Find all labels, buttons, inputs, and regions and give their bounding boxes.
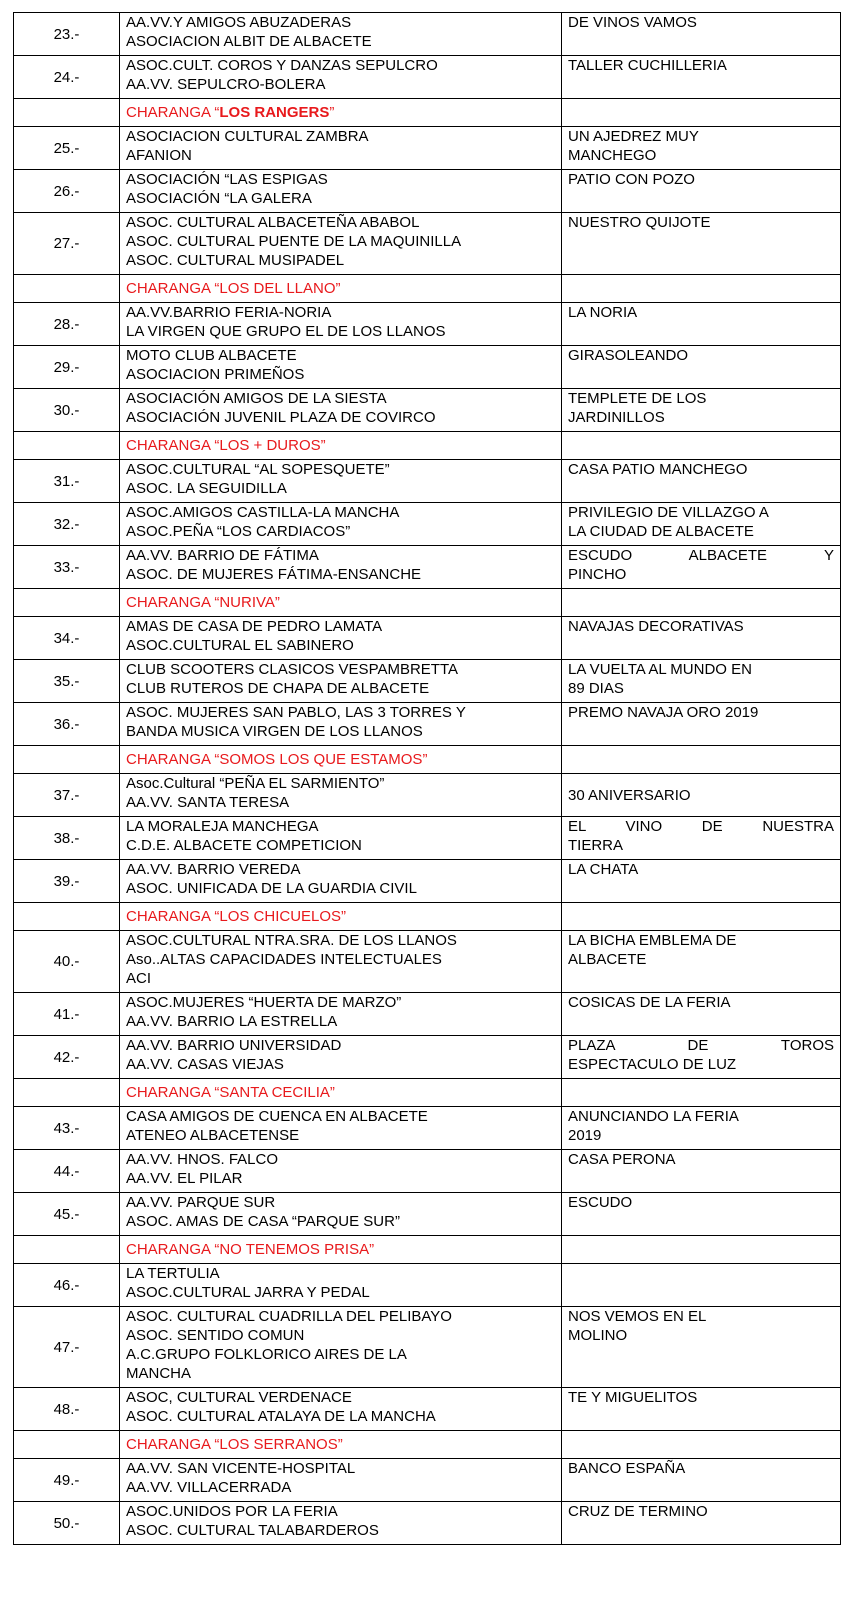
- empty-theme-cell: [562, 432, 841, 460]
- entity-name: ASOCIACION CULTURAL ZAMBRA: [126, 128, 369, 145]
- theme-text: CRUZ DE TERMINO: [568, 1503, 708, 1520]
- entry-number: 50.-: [14, 1502, 120, 1545]
- table-row: [14, 1307, 841, 1388]
- theme-text: LA CHATA: [568, 861, 639, 878]
- theme-text: 89 DIAS: [568, 680, 624, 697]
- empty-theme-cell: [562, 99, 841, 127]
- table-row: [14, 303, 841, 346]
- charanga-name: CHARANGA “LOS RANGERS”: [126, 104, 335, 121]
- table-row: [14, 389, 841, 432]
- theme-text: PLAZA DE TOROS: [568, 1037, 834, 1054]
- entry-number: 27.-: [14, 213, 120, 275]
- entities-cell: [120, 1388, 562, 1431]
- theme-cell: [562, 13, 841, 56]
- entities-cell: [120, 1036, 562, 1079]
- charanga-name: CHARANGA “NURIVA”: [126, 594, 280, 611]
- entities-cell: [120, 346, 562, 389]
- theme-cell: [562, 56, 841, 99]
- empty-theme-cell: [562, 903, 841, 931]
- entry-number: 30.-: [14, 389, 120, 432]
- entity-name: ASOCIACION PRIMEÑOS: [126, 366, 305, 383]
- table-row: [14, 1193, 841, 1236]
- entities-cell: [120, 1459, 562, 1502]
- theme-text: LA NORIA: [568, 304, 638, 321]
- empty-number-cell: [14, 589, 120, 617]
- theme-cell: [562, 346, 841, 389]
- theme-cell: [562, 1459, 841, 1502]
- entities-cell: [120, 1307, 562, 1388]
- entity-name: ASOC.PEÑA “LOS CARDIACOS”: [126, 523, 351, 540]
- empty-number-cell: [14, 746, 120, 774]
- theme-text: 2019: [568, 1127, 602, 1144]
- table-row: [14, 1107, 841, 1150]
- entity-name: ASOC. LA SEGUIDILLA: [126, 480, 287, 497]
- charanga-name: CHARANGA “SANTA CECILIA”: [126, 1084, 335, 1101]
- entities-cell: [120, 127, 562, 170]
- theme-text: ANUNCIANDO LA FERIA: [568, 1108, 739, 1125]
- empty-number-cell: [14, 275, 120, 303]
- theme-text: 30 ANIVERSARIO: [568, 786, 691, 804]
- entity-name: C.D.E. ALBACETE COMPETICION: [126, 837, 362, 854]
- theme-text: CASA PATIO MANCHEGO: [568, 461, 748, 478]
- theme-text: MANCHEGO: [568, 147, 657, 164]
- charanga-name-cell: [120, 1431, 562, 1459]
- entity-name: ASOCIACIÓN “LAS ESPIGAS: [126, 171, 328, 188]
- entry-number: 23.-: [14, 13, 120, 56]
- theme-text: TE Y MIGUELITOS: [568, 1389, 698, 1406]
- entities-cell: [120, 1193, 562, 1236]
- charanga-name-cell: [120, 1236, 562, 1264]
- entity-name: AA.VV. EL PILAR: [126, 1170, 243, 1187]
- table-row: [14, 346, 841, 389]
- entry-number: 33.-: [14, 546, 120, 589]
- theme-text: MOLINO: [568, 1327, 628, 1344]
- entry-number: 25.-: [14, 127, 120, 170]
- entity-name: ASOC. DE MUJERES FÁTIMA-ENSANCHE: [126, 566, 422, 583]
- entity-name: ASOC. CULTURAL TALABARDEROS: [126, 1522, 379, 1539]
- charanga-name-cell: [120, 99, 562, 127]
- empty-number-cell: [14, 99, 120, 127]
- theme-cell: [562, 503, 841, 546]
- entry-number: 38.-: [14, 817, 120, 860]
- entity-name: ASOC. CULTURAL ATALAYA DE LA MANCHA: [126, 1408, 436, 1425]
- charanga-name: CHARANGA “LOS + DUROS”: [126, 437, 326, 454]
- entity-name: ACI: [126, 970, 152, 987]
- entities-cell: [120, 213, 562, 275]
- table-row: [14, 213, 841, 275]
- entry-number: 34.-: [14, 617, 120, 660]
- theme-cell: [562, 931, 841, 993]
- entity-name: MANCHA: [126, 1365, 192, 1382]
- charanga-name-cell: [120, 275, 562, 303]
- charanga-name: CHARANGA “LOS SERRANOS”: [126, 1436, 343, 1453]
- entities-cell: [120, 303, 562, 346]
- table-body: [14, 13, 841, 1545]
- entity-name: ASOC.CULTURAL NTRA.SRA. DE LOS LLANOS: [126, 932, 457, 949]
- table-row: [14, 1388, 841, 1431]
- entities-cell: [120, 817, 562, 860]
- table-row: [14, 817, 841, 860]
- charanga-row: [14, 1079, 841, 1107]
- entity-name: AA.VV.Y AMIGOS ABUZADERAS: [126, 14, 352, 31]
- entity-name: AA.VV. HNOS. FALCO: [126, 1151, 278, 1168]
- theme-cell: [562, 389, 841, 432]
- empty-theme-cell: [562, 275, 841, 303]
- theme-cell: [562, 1502, 841, 1545]
- entity-name: ASOC. CULTURAL CUADRILLA DEL PELIBAYO: [126, 1308, 452, 1325]
- empty-theme-cell: [562, 746, 841, 774]
- charanga-name: CHARANGA “SOMOS LOS QUE ESTAMOS”: [126, 751, 428, 768]
- theme-text: PATIO CON POZO: [568, 171, 695, 188]
- table-row: [14, 660, 841, 703]
- entity-name: AA.VV.BARRIO FERIA-NORIA: [126, 304, 332, 321]
- entry-number: 40.-: [14, 931, 120, 993]
- theme-text: ESPECTACULO DE LUZ: [568, 1056, 737, 1073]
- entry-number: 42.-: [14, 1036, 120, 1079]
- theme-text: ESCUDO ALBACETE Y: [568, 547, 834, 564]
- charanga-row: [14, 1236, 841, 1264]
- table-row: [14, 931, 841, 993]
- entry-number: 29.-: [14, 346, 120, 389]
- theme-text: DE VINOS VAMOS: [568, 14, 697, 31]
- entry-number: 26.-: [14, 170, 120, 213]
- table-row: [14, 1150, 841, 1193]
- table-row: [14, 993, 841, 1036]
- entity-name: CLUB SCOOTERS CLASICOS VESPAMBRETTA: [126, 661, 459, 678]
- charanga-name-cell: [120, 1079, 562, 1107]
- table-row: [14, 1459, 841, 1502]
- theme-text: TEMPLETE DE LOS: [568, 390, 707, 407]
- entry-number: 45.-: [14, 1193, 120, 1236]
- charanga-row: [14, 1431, 841, 1459]
- theme-cell: [562, 817, 841, 860]
- entity-name: BANDA MUSICA VIRGEN DE LOS LLANOS: [126, 723, 423, 740]
- theme-cell: [562, 660, 841, 703]
- theme-text: PREMO NAVAJA ORO 2019: [568, 704, 759, 721]
- table-row: [14, 1264, 841, 1307]
- table-row: [14, 127, 841, 170]
- theme-cell: [562, 460, 841, 503]
- theme-text: NUESTRO QUIJOTE: [568, 214, 711, 231]
- empty-number-cell: [14, 903, 120, 931]
- entity-name: AA.VV. BARRIO DE FÁTIMA: [126, 547, 319, 564]
- theme-cell: [562, 127, 841, 170]
- charanga-name-cell: [120, 589, 562, 617]
- table-row: [14, 13, 841, 56]
- entity-name: ASOCIACIÓN “LA GALERA: [126, 190, 312, 207]
- entity-name: Aso..ALTAS CAPACIDADES INTELECTUALES: [126, 951, 442, 968]
- theme-cell: [562, 170, 841, 213]
- theme-cell: [562, 774, 841, 817]
- entities-cell: [120, 617, 562, 660]
- entry-number: 49.-: [14, 1459, 120, 1502]
- charanga-name: CHARANGA “NO TENEMOS PRISA”: [126, 1241, 375, 1258]
- entity-name: LA TERTULIA: [126, 1265, 220, 1282]
- theme-cell: [562, 1036, 841, 1079]
- charanga-row: [14, 432, 841, 460]
- table-row: [14, 1036, 841, 1079]
- entities-cell: [120, 660, 562, 703]
- entities-cell: [120, 170, 562, 213]
- entity-name: ASOC, CULTURAL VERDENACE: [126, 1389, 352, 1406]
- entities-cell: [120, 13, 562, 56]
- entry-number: 46.-: [14, 1264, 120, 1307]
- table-row: [14, 860, 841, 903]
- theme-cell: [562, 860, 841, 903]
- table-row: [14, 503, 841, 546]
- entity-name: AA.VV. BARRIO LA ESTRELLA: [126, 1013, 338, 1030]
- empty-number-cell: [14, 1236, 120, 1264]
- theme-text: JARDINILLOS: [568, 409, 665, 426]
- entities-cell: [120, 56, 562, 99]
- entities-cell: [120, 546, 562, 589]
- entity-name: Asoc.Cultural “PEÑA EL SARMIENTO”: [126, 775, 385, 792]
- entity-name: ASOC.CULTURAL JARRA Y PEDAL: [126, 1284, 370, 1301]
- theme-text: NAVAJAS DECORATIVAS: [568, 618, 744, 635]
- entity-name: ASOC.UNIDOS POR LA FERIA: [126, 1503, 338, 1520]
- entity-name: MOTO CLUB ALBACETE: [126, 347, 297, 364]
- theme-text: EL VINO DE NUESTRA: [568, 818, 834, 835]
- entity-name: ASOC. MUJERES SAN PABLO, LAS 3 TORRES Y: [126, 704, 466, 721]
- entity-name: ATENEO ALBACETENSE: [126, 1127, 300, 1144]
- theme-text: LA CIUDAD DE ALBACETE: [568, 523, 754, 540]
- entry-number: 39.-: [14, 860, 120, 903]
- entity-name: AA.VV. BARRIO UNIVERSIDAD: [126, 1037, 342, 1054]
- entity-name: AA.VV. SEPULCRO-BOLERA: [126, 76, 326, 93]
- entry-number: 37.-: [14, 774, 120, 817]
- entity-name: LA MORALEJA MANCHEGA: [126, 818, 319, 835]
- empty-number-cell: [14, 1431, 120, 1459]
- entity-name: ASOC. SENTIDO COMUN: [126, 1327, 305, 1344]
- entity-name: AA.VV. SAN VICENTE-HOSPITAL: [126, 1460, 356, 1477]
- theme-text: CASA PERONA: [568, 1151, 676, 1168]
- charanga-schedule-table: [13, 12, 841, 1545]
- table-row: [14, 460, 841, 503]
- theme-text: TIERRA: [568, 837, 624, 854]
- theme-cell: [562, 1150, 841, 1193]
- entity-name: ASOC.CULT. COROS Y DANZAS SEPULCRO: [126, 57, 438, 74]
- entry-number: 41.-: [14, 993, 120, 1036]
- table-row: [14, 703, 841, 746]
- entities-cell: [120, 1107, 562, 1150]
- theme-text: GIRASOLEANDO: [568, 347, 689, 364]
- entry-number: 31.-: [14, 460, 120, 503]
- entity-name: AMAS DE CASA DE PEDRO LAMATA: [126, 618, 383, 635]
- entity-name: AA.VV. PARQUE SUR: [126, 1194, 276, 1211]
- charanga-row: [14, 746, 841, 774]
- entities-cell: [120, 931, 562, 993]
- entities-cell: [120, 860, 562, 903]
- table-row: [14, 617, 841, 660]
- theme-text: LA VUELTA AL MUNDO EN: [568, 661, 752, 678]
- table-row: [14, 170, 841, 213]
- empty-number-cell: [14, 432, 120, 460]
- theme-cell: [562, 1107, 841, 1150]
- theme-cell: [562, 303, 841, 346]
- charanga-row: [14, 275, 841, 303]
- theme-cell: [562, 1264, 841, 1307]
- charanga-name: CHARANGA “LOS DEL LLANO”: [126, 280, 341, 297]
- charanga-name-cell: [120, 432, 562, 460]
- entity-name: ASOC. CULTURAL PUENTE DE LA MAQUINILLA: [126, 233, 462, 250]
- entry-number: 24.-: [14, 56, 120, 99]
- theme-text: TALLER CUCHILLERIA: [568, 57, 727, 74]
- entity-name: AFANION: [126, 147, 192, 164]
- theme-cell: [562, 617, 841, 660]
- empty-theme-cell: [562, 589, 841, 617]
- entry-number: 43.-: [14, 1107, 120, 1150]
- theme-cell: [562, 213, 841, 275]
- entity-name: ASOC.MUJERES “HUERTA DE MARZO”: [126, 994, 402, 1011]
- empty-theme-cell: [562, 1236, 841, 1264]
- theme-cell: [562, 1307, 841, 1388]
- theme-text: PRIVILEGIO DE VILLAZGO A: [568, 504, 769, 521]
- table-row: [14, 56, 841, 99]
- entity-name: ASOC.CULTURAL “AL SOPESQUETE”: [126, 461, 390, 478]
- entities-cell: [120, 1150, 562, 1193]
- entry-number: 35.-: [14, 660, 120, 703]
- entities-cell: [120, 1264, 562, 1307]
- entities-cell: [120, 1502, 562, 1545]
- table-row: [14, 1502, 841, 1545]
- entity-name: ASOCIACIÓN AMIGOS DE LA SIESTA: [126, 390, 387, 407]
- charanga-row: [14, 99, 841, 127]
- theme-text: PINCHO: [568, 566, 627, 583]
- entry-number: 36.-: [14, 703, 120, 746]
- entity-name: ASOCIACION ALBIT DE ALBACETE: [126, 33, 372, 50]
- entities-cell: [120, 389, 562, 432]
- entity-name: LA VIRGEN QUE GRUPO EL DE LOS LLANOS: [126, 323, 446, 340]
- entry-number: 48.-: [14, 1388, 120, 1431]
- theme-text: NOS VEMOS EN EL: [568, 1308, 707, 1325]
- entity-name: AA.VV. CASAS VIEJAS: [126, 1056, 284, 1073]
- entry-number: 28.-: [14, 303, 120, 346]
- theme-text: ESCUDO: [568, 1194, 633, 1211]
- entry-number: 44.-: [14, 1150, 120, 1193]
- table-row: [14, 774, 841, 817]
- entity-name: CLUB RUTEROS DE CHAPA DE ALBACETE: [126, 680, 430, 697]
- theme-cell: [562, 1193, 841, 1236]
- charanga-name-cell: [120, 903, 562, 931]
- entity-name: ASOC.AMIGOS CASTILLA-LA MANCHA: [126, 504, 400, 521]
- charanga-name: CHARANGA “LOS CHICUELOS”: [126, 908, 347, 925]
- entities-cell: [120, 703, 562, 746]
- charanga-row: [14, 903, 841, 931]
- entity-name: A.C.GRUPO FOLKLORICO AIRES DE LA: [126, 1346, 407, 1363]
- entities-cell: [120, 993, 562, 1036]
- entity-name: CASA AMIGOS DE CUENCA EN ALBACETE: [126, 1108, 428, 1125]
- entry-number: 32.-: [14, 503, 120, 546]
- entity-name: ASOC.CULTURAL EL SABINERO: [126, 637, 354, 654]
- theme-cell: [562, 546, 841, 589]
- entity-name: ASOC. CULTURAL MUSIPADEL: [126, 252, 345, 269]
- entities-cell: [120, 774, 562, 817]
- entities-cell: [120, 460, 562, 503]
- theme-cell: [562, 993, 841, 1036]
- theme-cell: [562, 1388, 841, 1431]
- entity-name: AA.VV. VILLACERRADA: [126, 1479, 292, 1496]
- theme-text: LA BICHA EMBLEMA DE: [568, 932, 737, 949]
- theme-text: ALBACETE: [568, 951, 647, 968]
- table-row: [14, 546, 841, 589]
- theme-cell: [562, 703, 841, 746]
- theme-text: BANCO ESPAÑA: [568, 1460, 686, 1477]
- charanga-row: [14, 589, 841, 617]
- entity-name: ASOC. AMAS DE CASA “PARQUE SUR”: [126, 1213, 400, 1230]
- empty-theme-cell: [562, 1079, 841, 1107]
- entity-name: ASOC. UNIFICADA DE LA GUARDIA CIVIL: [126, 880, 417, 897]
- entity-name: AA.VV. BARRIO VEREDA: [126, 861, 301, 878]
- entity-name: ASOCIACIÓN JUVENIL PLAZA DE COVIRCO: [126, 409, 436, 426]
- entities-cell: [120, 503, 562, 546]
- theme-text: COSICAS DE LA FERIA: [568, 994, 731, 1011]
- entity-name: AA.VV. SANTA TERESA: [126, 794, 290, 811]
- entry-number: 47.-: [14, 1307, 120, 1388]
- theme-text: UN AJEDREZ MUY: [568, 128, 699, 145]
- charanga-name-cell: [120, 746, 562, 774]
- empty-theme-cell: [562, 1431, 841, 1459]
- empty-number-cell: [14, 1079, 120, 1107]
- entity-name: ASOC. CULTURAL ALBACETEÑA ABABOL: [126, 214, 420, 231]
